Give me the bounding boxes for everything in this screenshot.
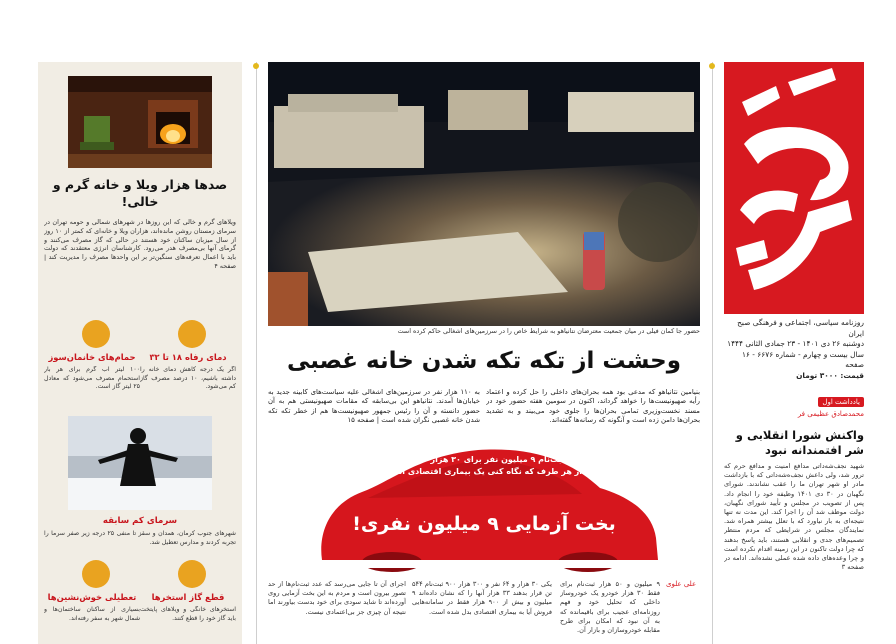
bottom-column: یکی ۳۰ هزار و ۶۴ نفر و ۳۰۰ هزار ۹۰۰ ثبت‌نام ۵۴۴ تن قرار بدهند ۳۳ هزار آنها را که نشان داده‌اند ۹ میلیون و بیش از ۹۰۰ هزار فقط در سامانه‌هایی فروش آیا به بیماری اقتصادی بدل شده است. <box>412 580 552 616</box>
luggage-icon <box>82 560 110 588</box>
lead-photo[interactable] <box>268 62 700 326</box>
masthead-logo <box>724 62 864 314</box>
car-lottery-feature[interactable] <box>268 440 700 576</box>
lead-paragraph: بنیامین نتانیاهو که مدعی بود همه بحران‌های داخلی را حل کرده و اعتماد رأیه صهیونیست‌ها را خواهد گرداند، اکنون در سومین هفته حضور خود در مسند نخست‌وزیری تمامی بحران‌ها را جلوی خود می‌بیند و به تشدید بحران‌ها دامن زده است و آنگونه که رسانه‌ها گفته‌اند. <box>486 388 700 425</box>
sidebar-box-body: ۱۰۰ لیتر آب گرم برای هر بار استحمام مصرف می‌شود که معادل ۲۵ لیتر گاز است. <box>44 366 140 391</box>
masthead-date: دوشنبه ۲۶ دی ۱۴۰۱ - ۲۳ جمادی الثانی ۱۴۴۴ <box>727 339 864 348</box>
fireplace-graphic <box>68 76 212 168</box>
ad-title[interactable]: بخت آزمایی ۹ میلیون نفری! <box>352 513 616 535</box>
sidebar-box-body: استخرهای خانگی و ویلاهای پایتخت باید گاز خود را قطع کنند. <box>140 606 236 622</box>
editorial-body: شهید نجف‌شه‌داتی مدافع امنیت و مدافع حرم که ترور شد، ولی داعش نجف‌ه‌شه‌داتی که با بازداشت مادر او شهر تهران ما را عقب نشاندند. شورای نگهبان در ۳۰ دی ۱۴۰۱ وظیفه خود را انجام داد. پس از تصویب در مجلس و تأیید شورای نگهبان، دولت موظف شد آن را اجرا کند. این مدت نه تنها نتیجه‌ای به بار نیاورد که با تعلل بیشتر همراه شد. نمایندگان مجلس در شرایطی که مردم منتظر تصمیم‌های جدی و انقلابی هستند، باید پاسخ بدهند که چرا دولت تاکنون در این زمینه اقدام نکرده است و چرا وعده‌های داده شده عملی نشده‌اند. ادامه در صفحه ۳ <box>724 462 864 572</box>
masthead-line: روزنامه سیاسی، اجتماعی و فرهنگی صبح ایران <box>737 318 864 338</box>
sidebar-box-body: اگر یک درجه کاهش دمای خانه را داشته باشیم، ۱۰ درصد مصرف گاز کم می‌شود. <box>140 366 236 391</box>
editorial-title[interactable]: واکنش شورا انقلابی و شر افتمندانه نبود <box>735 428 864 457</box>
shower-icon <box>82 320 110 348</box>
sidebar-body: ویلاهای گرم و خالی که این روزها در شهرهای شمالی و حومه تهران در سرمای زمستان روشن مانده‌اند، هزاران ویلا و خانه‌ای که کمتر از ۱۰ روز از سال میزبان ساکنان خود هستند در حالی که گاز مصرف می‌کنند و گرمای آنها بی‌مصرف هدر می‌رود. کارشناسان انرژی معتقدند که دولت باید با اعمال تعرفه‌های سنگین‌تر بر این واحدها مصرف را مدیریت کند | صفحه ۴ <box>44 218 236 270</box>
masthead-info <box>724 318 864 381</box>
sidebar-subtitle[interactable]: سرمای کم سابقه <box>102 516 178 526</box>
masthead-issue: سال بیست و چهارم - شماره ۶۶۷۶ - ۱۶ صفحه <box>741 349 864 369</box>
snow-photo <box>68 416 212 510</box>
sidebar-box-body: بسیاری از ساکنان ساختمان‌ها و شمال شهر به سفر رفته‌اند. <box>44 606 140 622</box>
sidebar-box-title: تعطیلی خوش‌نشین‌ها <box>47 592 137 602</box>
bottom-column: اجرای آن تا جایی می‌رسد که عدد ثبت‌نام‌ها از حد تصور بیرون است و مردم به این بخت آزمایی روی آورده‌اند تا شاید سودی برای خود بدست بیاورند اما نتیجه آن چیزی جز بی‌اعتمادی نیست. <box>268 580 406 616</box>
bottom-column: ۹ میلیون و ۵۰ هزار ثبت‌نام برای فقط ۳۰ هزار خودرو یک خودروساز داخلی که تحلیل خود و فهم روزنامه‌ای عجیب برای باقیمانده که به آن نبود که امکان برای طرح مقابله خودروسازان و بازار آن. <box>560 580 660 635</box>
column-divider <box>712 62 713 644</box>
crowd-photo <box>268 62 700 326</box>
headline[interactable]: وحشت از تکه تکه شدن خانه غصبی <box>286 348 682 374</box>
editorial-badge: یادداشت اول <box>818 397 864 407</box>
fireplace-photo <box>68 76 212 168</box>
gas-icon <box>178 560 206 588</box>
sidebar-box-title: دمای رفاه ۱۸ تا ۳۲ <box>149 352 227 362</box>
masthead-price: قیمت: ۳۰۰۰ تومان <box>796 370 864 380</box>
bottom-author: علی علوی <box>666 580 697 588</box>
logo-graphic <box>724 62 864 314</box>
ad-subtitle: ثبت‌نام ۹ میلیون نفر برای ۳۰ هزار خودرو از هر طرف که نگاه کنی یک بیماری اقتصادی است <box>385 455 583 476</box>
sidebar-box-title: حمام‌های خانمان‌سوز <box>48 352 136 362</box>
ornament-icon <box>252 62 260 70</box>
sidebar-box-title: قطع گاز استخرها <box>151 592 225 602</box>
thermometer-icon <box>178 320 206 348</box>
snow-graphic <box>68 416 212 510</box>
column-divider <box>256 62 257 644</box>
ornament-icon <box>708 62 716 70</box>
photo-caption: حضور جا کمان فیلی در میان جمعیت معترضان نتانیاهو به شرایط خاص را در سرزمین‌های اشغالی حاکم کرده است <box>397 327 700 335</box>
editorial-author: محمدصادق عظیمی فر <box>797 410 864 418</box>
lead-paragraph-continued: به ۱۱۰ هزار نفر در سرزمین‌های اشغالی علیه سیاست‌های کابینه جدید به خیابان‌ها آمدند. نتانیاهو این بی‌سابقه که مقامات صهیونیستی هم به آن حضور دانسته و آن را رئیس جمهور صهیونیست‌ها هم از خطر تکه تکه شدن خانه غصبی نگران شده است | صفحه ۱۵ <box>268 388 480 425</box>
sidebar-subbody: شهرهای جنوب کرمان، همدان و سقز تا منفی ۲۵ درجه زیر صفر سرما را تجربه کردند و مدارس تعطیل شد. <box>44 530 236 546</box>
editorial-badge-row <box>724 397 864 418</box>
sidebar-title[interactable]: صدها هزار ویلا و خانه گرم و خالی! <box>52 177 228 209</box>
